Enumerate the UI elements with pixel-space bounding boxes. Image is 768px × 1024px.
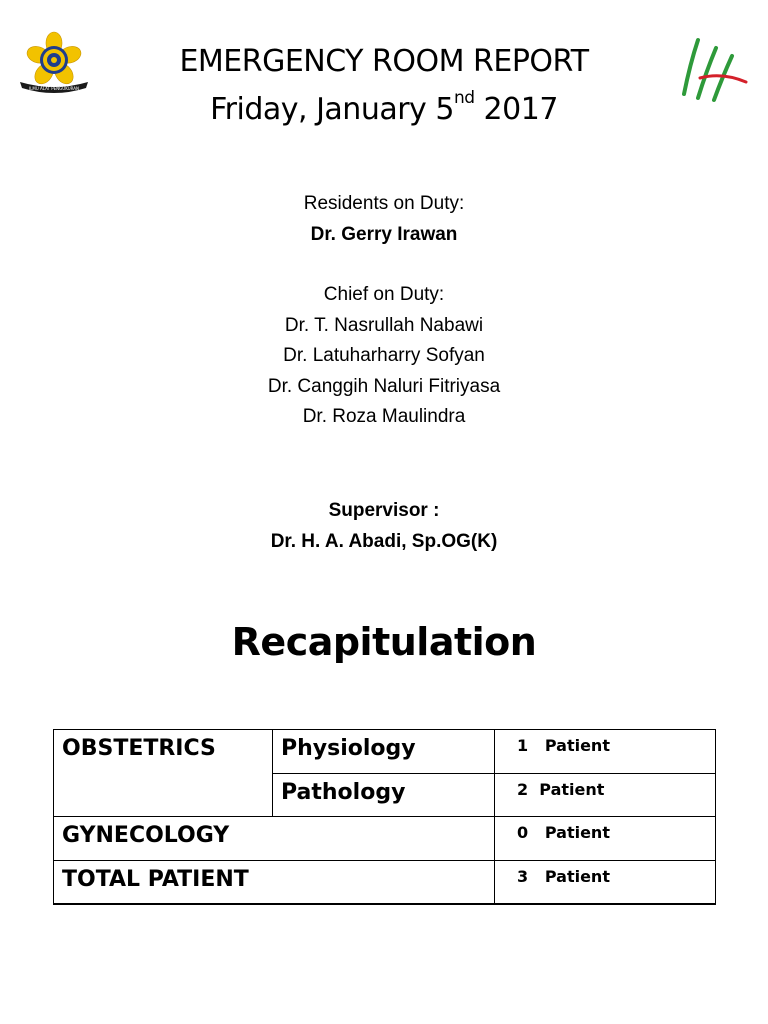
supervisor-label: Supervisor : xyxy=(328,500,440,521)
report-title: EMERGENCY ROOM REPORT xyxy=(179,44,589,79)
residents-section xyxy=(0,189,768,250)
supervisor-section xyxy=(0,496,768,557)
chief-name: Dr. Roza Maulindra xyxy=(302,406,466,427)
chief-name: Dr. Canggih Naluri Fitriyasa xyxy=(267,375,501,397)
obstetrics-cell: OBSTETRICS xyxy=(54,730,273,817)
emblem-caption: ILMU ALAT PENGUKURAN xyxy=(28,86,80,91)
resident-name: Dr. Gerry Irawan xyxy=(310,223,458,245)
chief-label: Chief on Duty: xyxy=(323,284,445,305)
gynecology-cell: GYNECOLOGY xyxy=(54,817,495,861)
recap-table xyxy=(53,729,716,905)
table-row xyxy=(54,817,716,861)
physiology-count-cell: 1 Patient xyxy=(495,730,716,774)
table-row xyxy=(54,730,716,774)
date-prefix: Friday, January 5 xyxy=(210,92,454,127)
residents-label: Residents on Duty: xyxy=(303,193,465,214)
total-cell: TOTAL PATIENT xyxy=(54,860,495,904)
chief-name: Dr. T. Nasrullah Nabawi xyxy=(284,314,484,336)
pathology-count-cell: 2 Patient xyxy=(495,773,716,817)
date-year: 2017 xyxy=(474,92,558,127)
chief-section xyxy=(0,280,768,433)
physiology-cell: Physiology xyxy=(273,730,495,774)
supervisor-name: Dr. H. A. Abadi, Sp.OG(K) xyxy=(270,530,498,552)
chief-name: Dr. Latuharharry Sofyan xyxy=(283,345,485,366)
gynecology-count-cell: 0 Patient xyxy=(495,817,716,861)
total-count-cell: 3 Patient xyxy=(495,860,716,904)
table-row xyxy=(54,860,716,904)
pathology-cell: Pathology xyxy=(273,773,495,817)
recap-title: Recapitulation xyxy=(231,620,537,664)
date-ordinal: nd xyxy=(453,88,475,108)
